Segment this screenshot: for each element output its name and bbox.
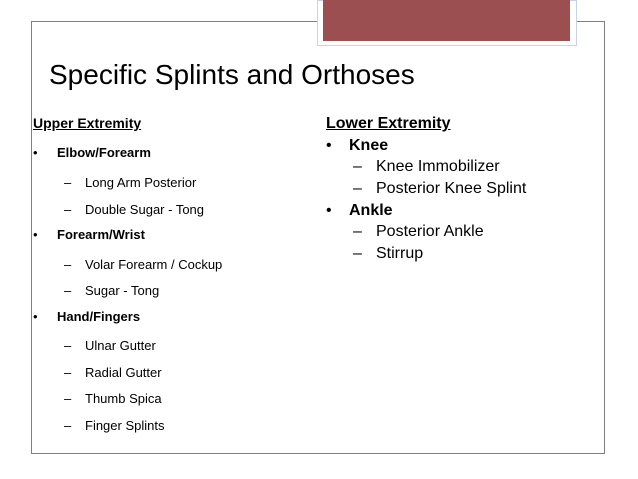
group-label: Ankle [349,202,393,219]
dash-icon: – [64,175,72,190]
dash-icon: – [64,418,72,433]
item-label: Posterior Ankle [376,223,484,240]
lower-extremity-heading: Lower Extremity [326,115,451,132]
item-label: Posterior Knee Splint [376,180,527,197]
bullet-icon: • [33,227,38,242]
dash-icon: – [64,257,72,272]
item-label: Sugar - Tong [85,283,160,298]
item-label: Ulnar Gutter [85,338,156,353]
item-label: Finger Splints [85,418,165,433]
bullet-icon: • [33,309,38,324]
item-label: Volar Forearm / Cockup [85,257,223,272]
dash-icon: – [353,245,362,262]
dash-icon: – [64,391,72,406]
item-label: Radial Gutter [85,365,162,380]
dash-icon: – [64,283,72,298]
group-label: Elbow/Forearm [57,145,151,160]
item-label: Double Sugar - Tong [85,202,205,217]
header-banner [323,0,570,41]
item-label: Thumb Spica [85,391,162,406]
dash-icon: – [353,223,362,240]
dash-icon: – [64,202,72,217]
slide-title: Specific Splints and Orthoses [49,59,415,90]
dash-icon: – [64,365,72,380]
dash-icon: – [64,338,72,353]
item-label: Long Arm Posterior [85,175,197,190]
item-label: Stirrup [376,245,424,262]
bullet-icon: • [326,202,332,219]
item-label: Knee Immobilizer [376,158,500,175]
dash-icon: – [353,158,362,175]
upper-extremity-heading: Upper Extremity [33,115,142,131]
group-label: Knee [349,137,389,154]
group-label: Hand/Fingers [57,309,141,324]
group-label: Forearm/Wrist [57,227,145,242]
bullet-icon: • [33,145,38,160]
bullet-icon: • [326,137,332,154]
dash-icon: – [353,180,362,197]
